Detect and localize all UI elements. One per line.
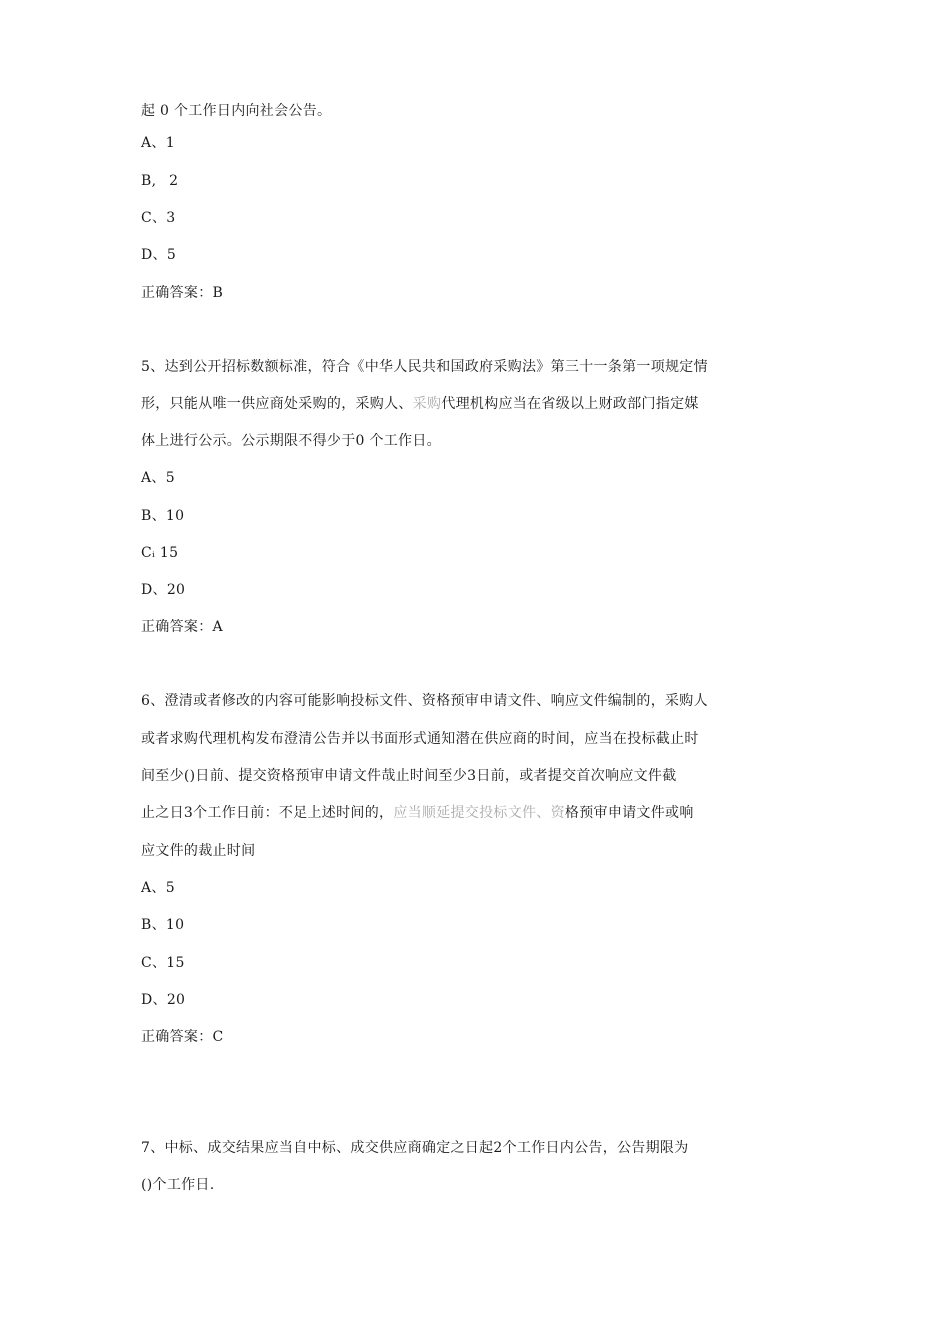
q4-option-d: D、5 bbox=[141, 247, 177, 263]
q5-option-b: B、10 bbox=[141, 508, 185, 524]
q6-stem-line3: 间至少()日前、提交资格预审申请文件哉止时间至少3日前，或者提交首次响应文件截 bbox=[141, 768, 677, 784]
q6-stem-line4 bbox=[141, 803, 694, 823]
q5-stem-line2-faded: 采购 bbox=[412, 396, 442, 412]
q5-answer: 正确答案：A bbox=[141, 619, 223, 635]
q6-option-b: B、10 bbox=[141, 917, 185, 933]
q5-option-a: A、5 bbox=[141, 470, 175, 486]
q7-stem-line2: ()个工作日. bbox=[141, 1177, 215, 1193]
q5-stem-line3: 体上进行公示。公示期限不得少于0 个工作日。 bbox=[141, 433, 441, 449]
q6-stem-line5: 应文件的裁止时间 bbox=[141, 843, 256, 859]
q6-option-a: A、5 bbox=[141, 880, 175, 896]
q4-option-b: B, 2 bbox=[141, 173, 179, 189]
q4-stem-tail: 起 0 个工作日内向社会公告。 bbox=[141, 103, 332, 119]
q6-option-c: C、15 bbox=[141, 955, 185, 971]
q4-option-c: C、3 bbox=[141, 210, 176, 226]
q6-answer: 正确答案：C bbox=[141, 1029, 224, 1045]
q4-answer: 正确答案：B bbox=[141, 285, 224, 301]
q6-stem-line4-faded: 应当顺延提交投标文件、资 bbox=[393, 805, 565, 821]
q5-stem-line2-part1: 形，只能从唯一供应商处采购的，采购人、 bbox=[141, 396, 413, 412]
q5-stem-line2-part3: 代理机构应当在省级以上财政部门指定媒 bbox=[441, 396, 699, 412]
q6-stem-line4-part3: 格预审申请文件或响 bbox=[564, 805, 694, 821]
q4-option-a: A、1 bbox=[141, 135, 175, 151]
q6-option-d: D、20 bbox=[141, 992, 186, 1008]
q5-stem-line1: 5、达到公开招标数额标准，符合《中华人民共和国政府采购法》第三十一条第一项规定情 bbox=[141, 359, 708, 375]
q6-stem-line4-part1: 止之日3个工作日前：不足上述时间的， bbox=[141, 805, 394, 821]
q6-stem-line1: 6、澄清或者修改的内容可能影响投标文件、资格预审申请文件、响应文件编制的，采购人 bbox=[141, 693, 708, 709]
q5-option-d: D、20 bbox=[141, 582, 186, 598]
q5-option-c: Cᵢ 15 bbox=[141, 545, 179, 561]
q7-stem-line1: 7、中标、成交结果应当自中标、成交供应商确定之日起2个工作日内公告，公告期限为 bbox=[141, 1140, 689, 1156]
q5-stem-line2 bbox=[141, 394, 699, 414]
q6-stem-line2: 或者求购代理机构发布澄清公告并以书面形式通知潜在供应商的时间，应当在投标截止时 bbox=[141, 731, 699, 747]
